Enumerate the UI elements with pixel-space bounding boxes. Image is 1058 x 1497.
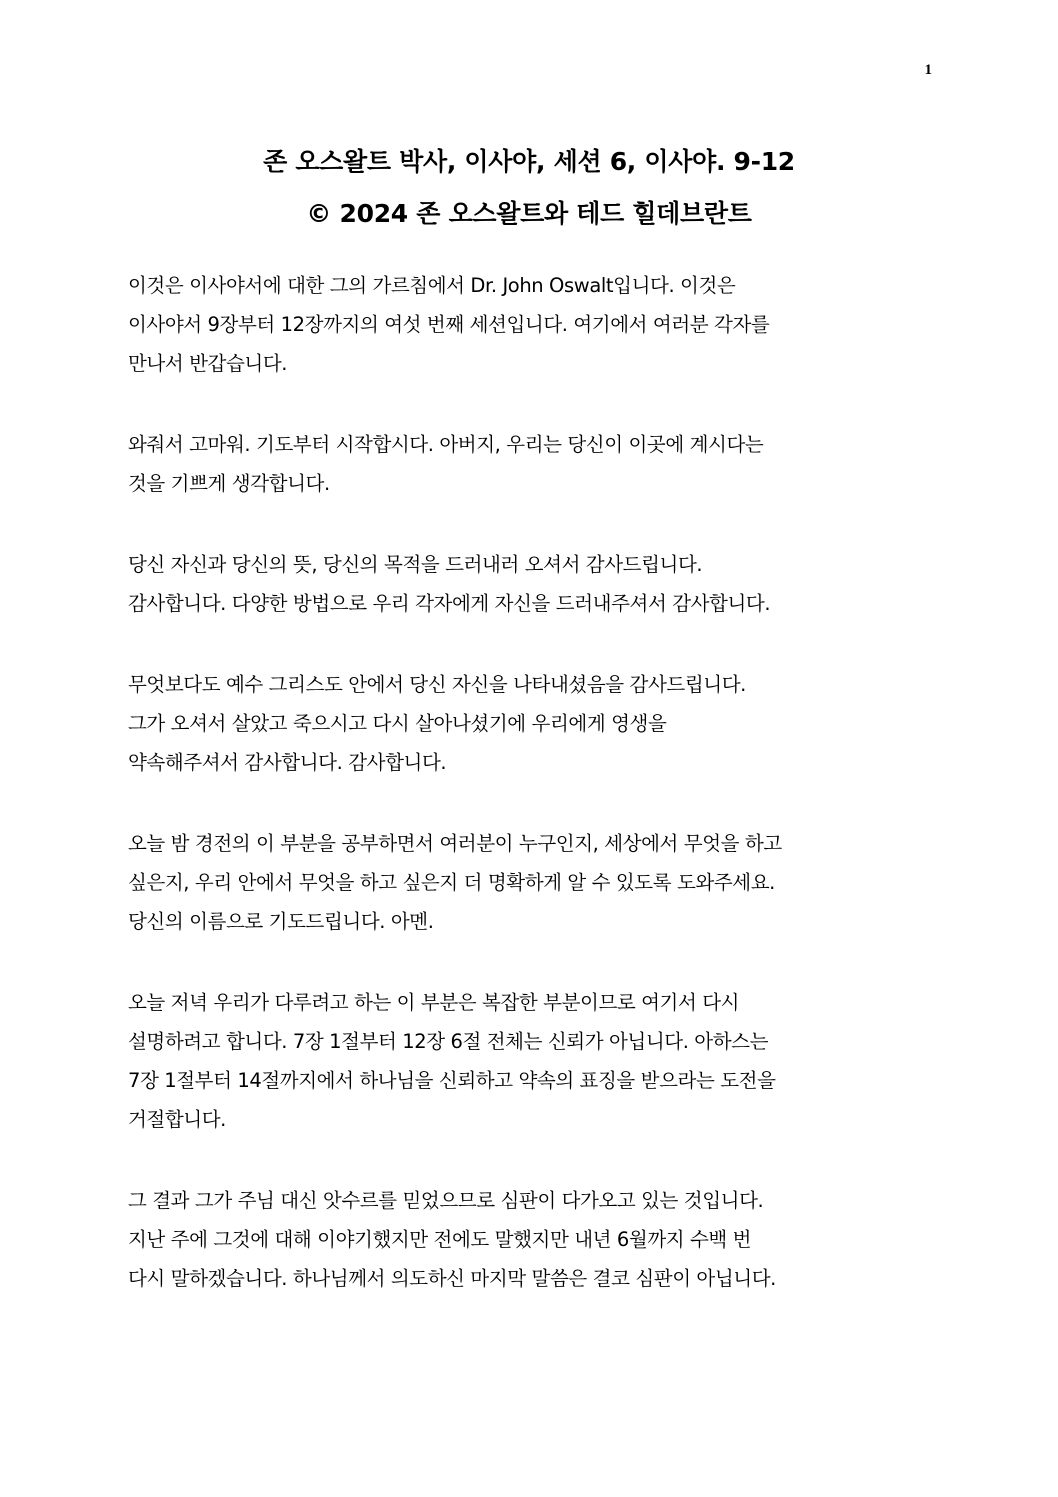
document-body <box>128 266 938 1340</box>
text-line: 것을 기쁘게 생각합니다. <box>128 472 330 495</box>
document-title <box>0 136 1058 240</box>
paragraph <box>128 824 938 941</box>
text-line: 이것은 이사야서에 대한 그의 가르침에서 Dr. John Oswalt입니다. 이것은 <box>128 274 736 297</box>
text-line: 당신 자신과 당신의 뜻, 당신의 목적을 드러내러 오셔서 감사드립니다. <box>128 553 703 576</box>
paragraph <box>128 1181 938 1298</box>
paragraph <box>128 665 938 782</box>
text-line: 만나서 반갑습니다. <box>128 352 288 375</box>
paragraph <box>128 425 938 503</box>
text-line: 무엇보다도 예수 그리스도 안에서 당신 자신을 나타내셨음을 감사드립니다. <box>128 673 746 696</box>
paragraph <box>128 545 938 623</box>
text-line: 오늘 밤 경전의 이 부분을 공부하면서 여러분이 누구인지, 세상에서 무엇을 하고 <box>128 832 782 855</box>
text-line: 지난 주에 그것에 대해 이야기했지만 전에도 말했지만 내년 6월까지 수백 번 <box>128 1228 752 1251</box>
text-line: 싶은지, 우리 안에서 무엇을 하고 싶은지 더 명확하게 알 수 있도록 도와주세요. <box>128 871 775 894</box>
text-line: 약속해주셔서 감사합니다. 감사합니다. <box>128 751 447 774</box>
title-line-1: 존 오스왈트 박사, 이사야, 세션 6, 이사야. 9-12 <box>263 147 795 176</box>
text-line: 이사야서 9장부터 12장까지의 여섯 번째 세션입니다. 여기에서 여러분 각자를 <box>128 313 770 336</box>
text-line: 오늘 저녁 우리가 다루려고 하는 이 부분은 복잡한 부분이므로 여기서 다시 <box>128 991 740 1014</box>
paragraph <box>128 983 938 1139</box>
text-line: 와줘서 고마워. 기도부터 시작합시다. 아버지, 우리는 당신이 이곳에 계시다는 <box>128 433 764 456</box>
text-line: 다시 말하겠습니다. 하나님께서 의도하신 마지막 말씀은 결코 심판이 아닙니다. <box>128 1267 776 1290</box>
text-line: 7장 1절부터 14절까지에서 하나님을 신뢰하고 약속의 표징을 받으라는 도전을 <box>128 1069 776 1092</box>
text-line: 당신의 이름으로 기도드립니다. 아멘. <box>128 910 434 933</box>
page-number: 1 <box>924 62 932 78</box>
text-line: 감사합니다. 다양한 방법으로 우리 각자에게 자신을 드러내주셔서 감사합니다. <box>128 592 771 615</box>
text-line: 거절합니다. <box>128 1108 226 1131</box>
text-line: 그가 오셔서 살았고 죽으시고 다시 살아나셨기에 우리에게 영생을 <box>128 712 667 735</box>
text-line: 그 결과 그가 주님 대신 앗수르를 믿었으므로 심판이 다가오고 있는 것입니다. <box>128 1189 764 1212</box>
title-line-2: © 2024 존 오스왈트와 테드 힐데브란트 <box>306 199 752 228</box>
text-line: 설명하려고 합니다. 7장 1절부터 12장 6절 전체는 신뢰가 아닙니다. 아하스는 <box>128 1030 769 1053</box>
paragraph <box>128 266 938 383</box>
